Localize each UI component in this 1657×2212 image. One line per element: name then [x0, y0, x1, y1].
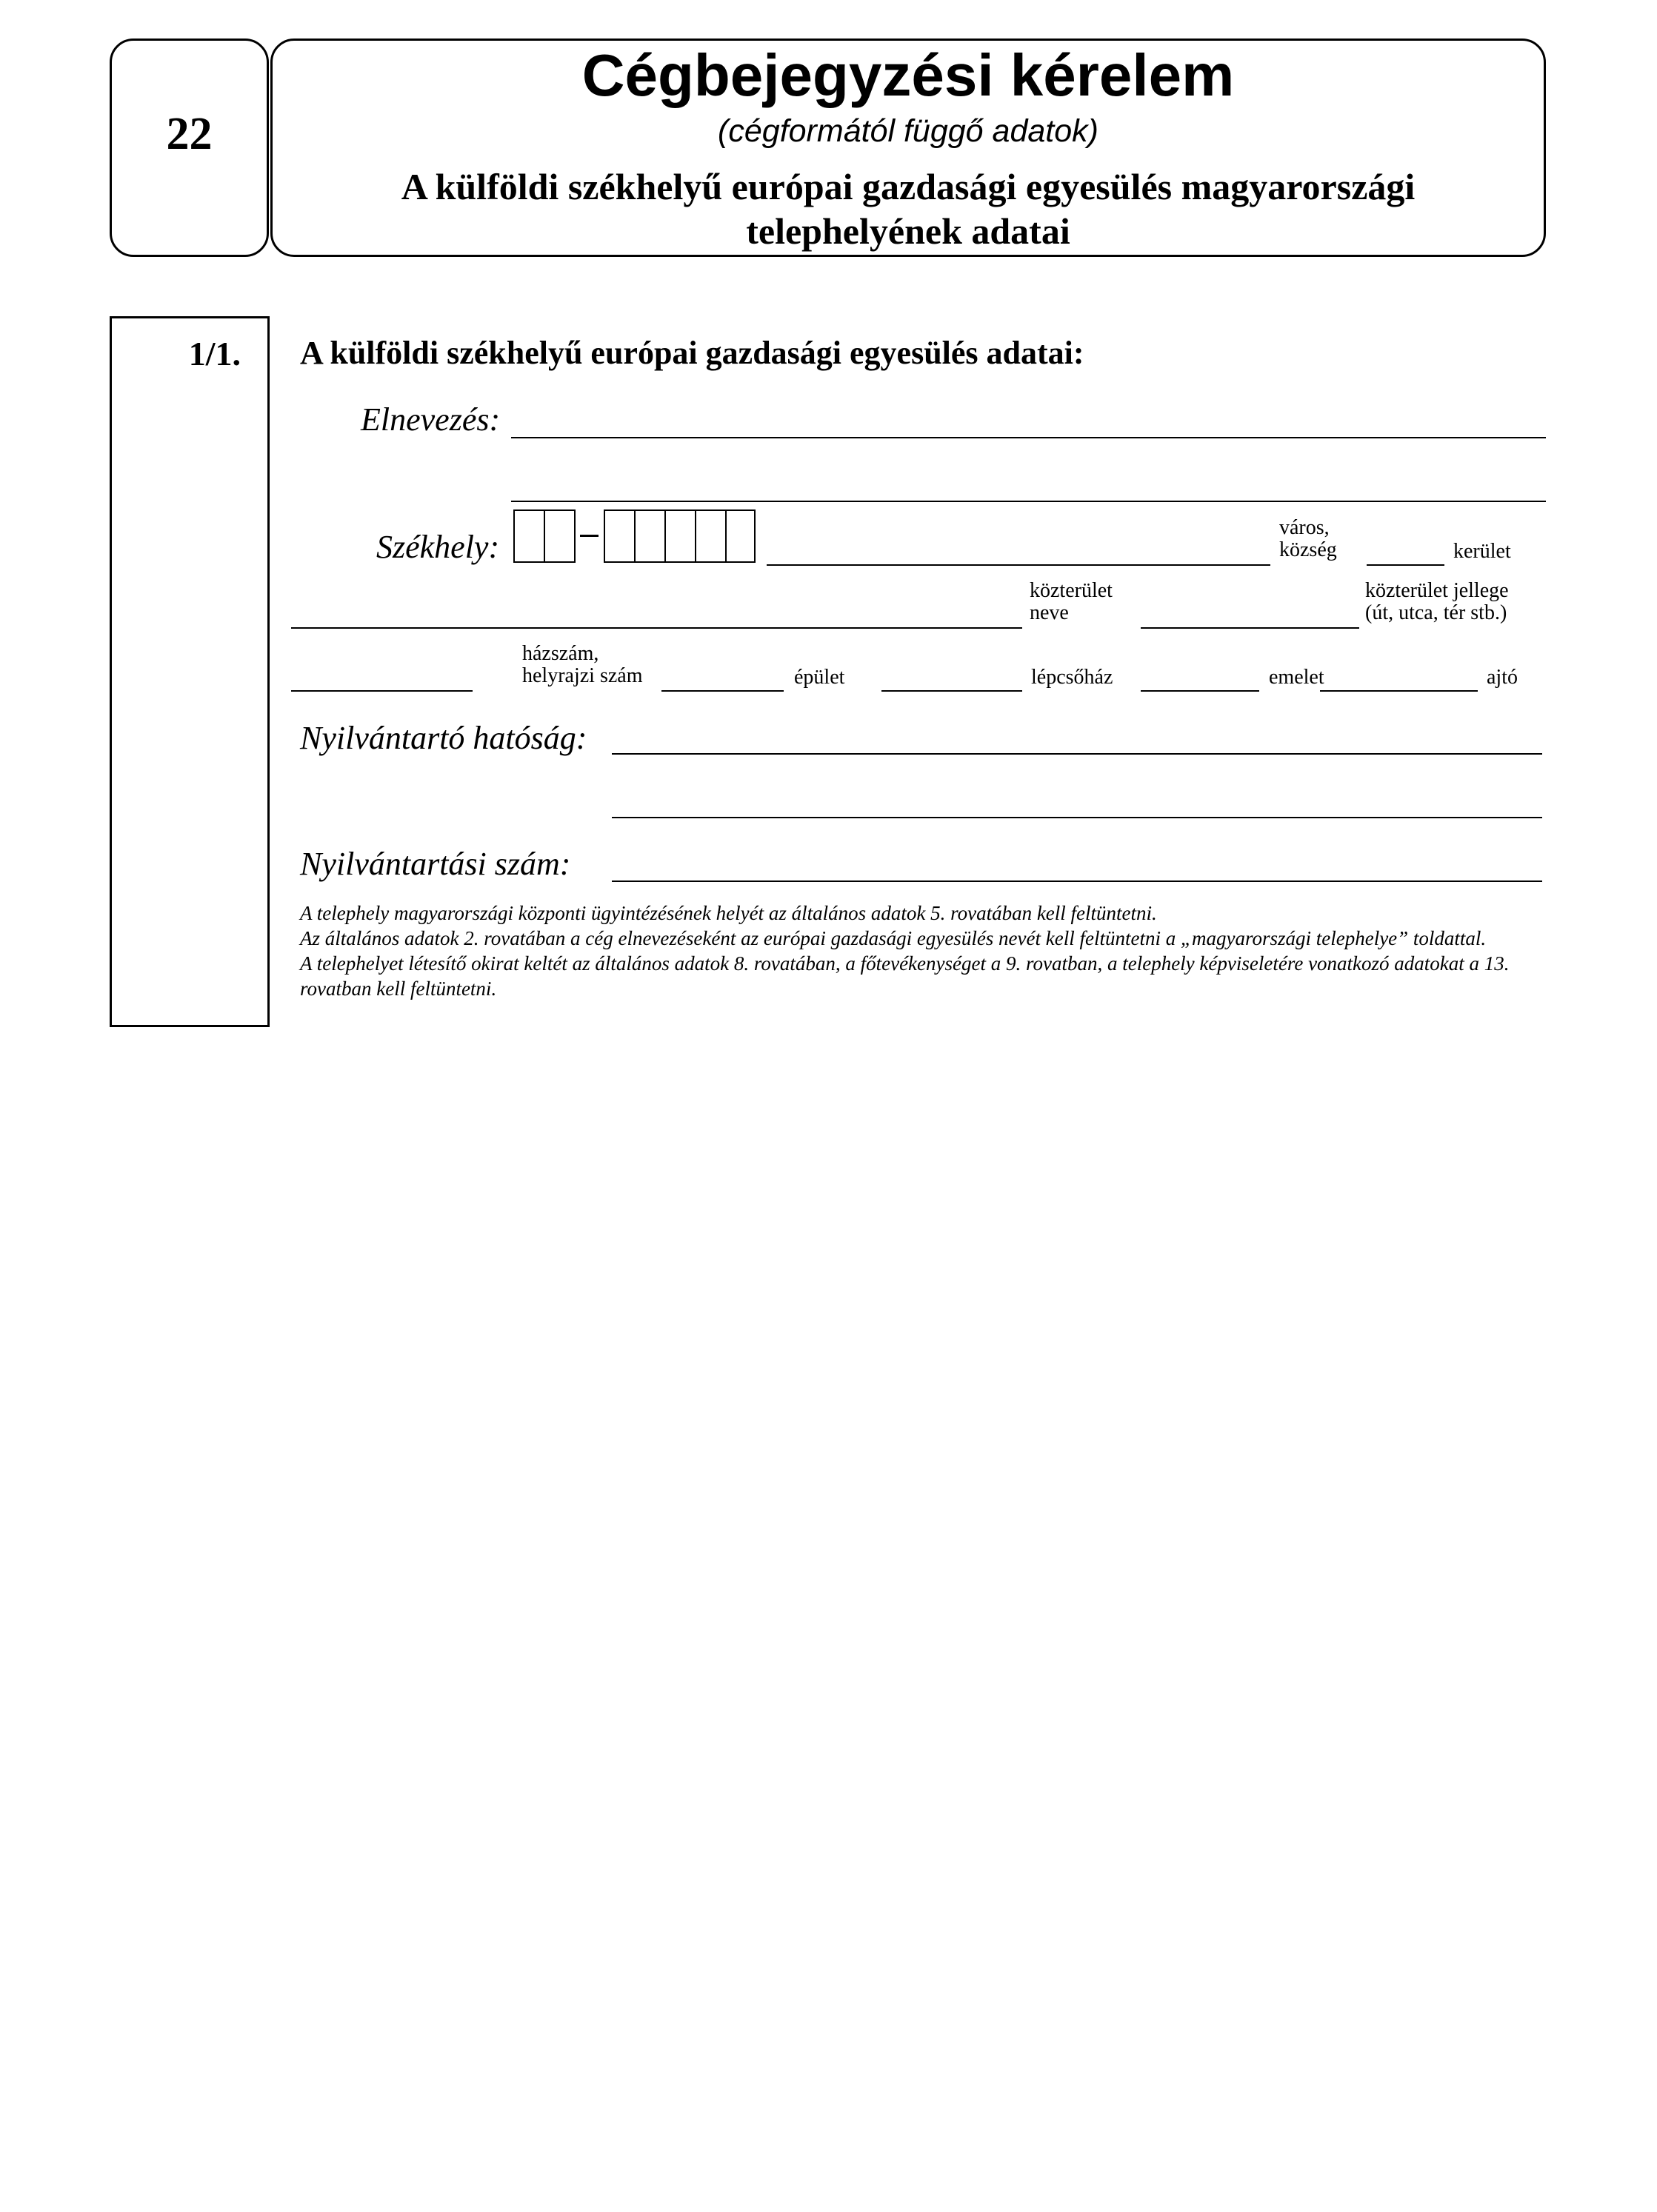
building-input-line[interactable] — [661, 690, 784, 692]
form-description-line-2: telephelyének adatai — [746, 210, 1070, 252]
registry-number-label: Nyilvántartási szám: — [300, 846, 571, 882]
city-input-line[interactable] — [767, 564, 1270, 566]
page-subtitle: (cégformától függő adatok) — [718, 113, 1098, 149]
city-label — [1279, 517, 1337, 561]
staircase-label: lépcsőház — [1031, 666, 1113, 689]
name-label: Elnevezés: — [361, 401, 501, 438]
floor-label: emelet — [1269, 666, 1324, 689]
city-label-line-1: város, — [1279, 516, 1330, 539]
notes — [300, 900, 1544, 1001]
street-name-label-line-2: neve — [1030, 601, 1069, 624]
street-type-input-line[interactable] — [1141, 627, 1359, 629]
note-2: Az általános adatok 2. rovatában a cég elnevezéseként az európai gazdasági egyesülés nevét kell feltüntetni a „magyarországi telephelye” toldattal. — [300, 927, 1487, 949]
house-number-label-line-2: helyrajzi szám — [522, 664, 643, 687]
registry-number-input-line[interactable] — [612, 881, 1542, 882]
house-number-input-line[interactable] — [291, 690, 473, 692]
registry-authority-input-line-1[interactable] — [612, 753, 1542, 755]
name-input-line-2[interactable] — [511, 501, 1546, 502]
note-1: A telephely magyarországi központi ügyintézésének helyét az általános adatok 5. rovatában kell feltüntetni. — [300, 902, 1157, 924]
district-input-line[interactable] — [1367, 564, 1444, 566]
postal-code-dash — [580, 535, 599, 537]
street-name-label — [1030, 580, 1113, 624]
seat-label: Székhely: — [376, 529, 500, 565]
street-name-input-line[interactable] — [291, 627, 1022, 629]
section-number: 1/1. — [188, 335, 241, 372]
registry-authority-input-line-2[interactable] — [612, 817, 1542, 818]
name-input-line-1[interactable] — [511, 437, 1546, 438]
district-label: kerület — [1453, 540, 1511, 563]
house-number-label — [522, 643, 642, 687]
section-number-box — [110, 316, 270, 1027]
door-input-line[interactable] — [1320, 690, 1478, 692]
form-description-line-1: A külföldi székhelyű európai gazdasági egyesülés magyarországi — [401, 166, 1416, 207]
street-type-label-line-2: (út, utca, tér stb.) — [1365, 601, 1507, 624]
building-label: épület — [794, 666, 845, 689]
street-type-label-line-1: közterület jellege — [1365, 579, 1509, 602]
postal-code-box-number[interactable] — [604, 509, 756, 563]
page-title: Cégbejegyzési kérelem — [581, 42, 1235, 108]
postal-code-box-country[interactable] — [513, 509, 576, 563]
form-description — [270, 164, 1546, 253]
note-3: A telephelyet létesítő okirat keltét az általános adatok 8. rovatában, a főtevékenységet a 9. rovatban, a telephely képviseletére vonatkozó adatokat a 13. rovatban kell feltüntetni. — [300, 952, 1510, 1000]
floor-input-line[interactable] — [1141, 690, 1259, 692]
door-label: ajtó — [1487, 666, 1518, 689]
city-label-line-2: község — [1279, 538, 1337, 561]
street-name-label-line-1: közterület — [1030, 579, 1113, 602]
registry-authority-label: Nyilvántartó hatóság: — [300, 720, 587, 756]
form-number: 22 — [166, 109, 213, 159]
staircase-input-line[interactable] — [881, 690, 1022, 692]
street-type-label — [1365, 580, 1509, 624]
house-number-label-line-1: házszám, — [522, 642, 599, 665]
section-title: A külföldi székhelyű európai gazdasági egyesülés adatai: — [300, 335, 1084, 371]
